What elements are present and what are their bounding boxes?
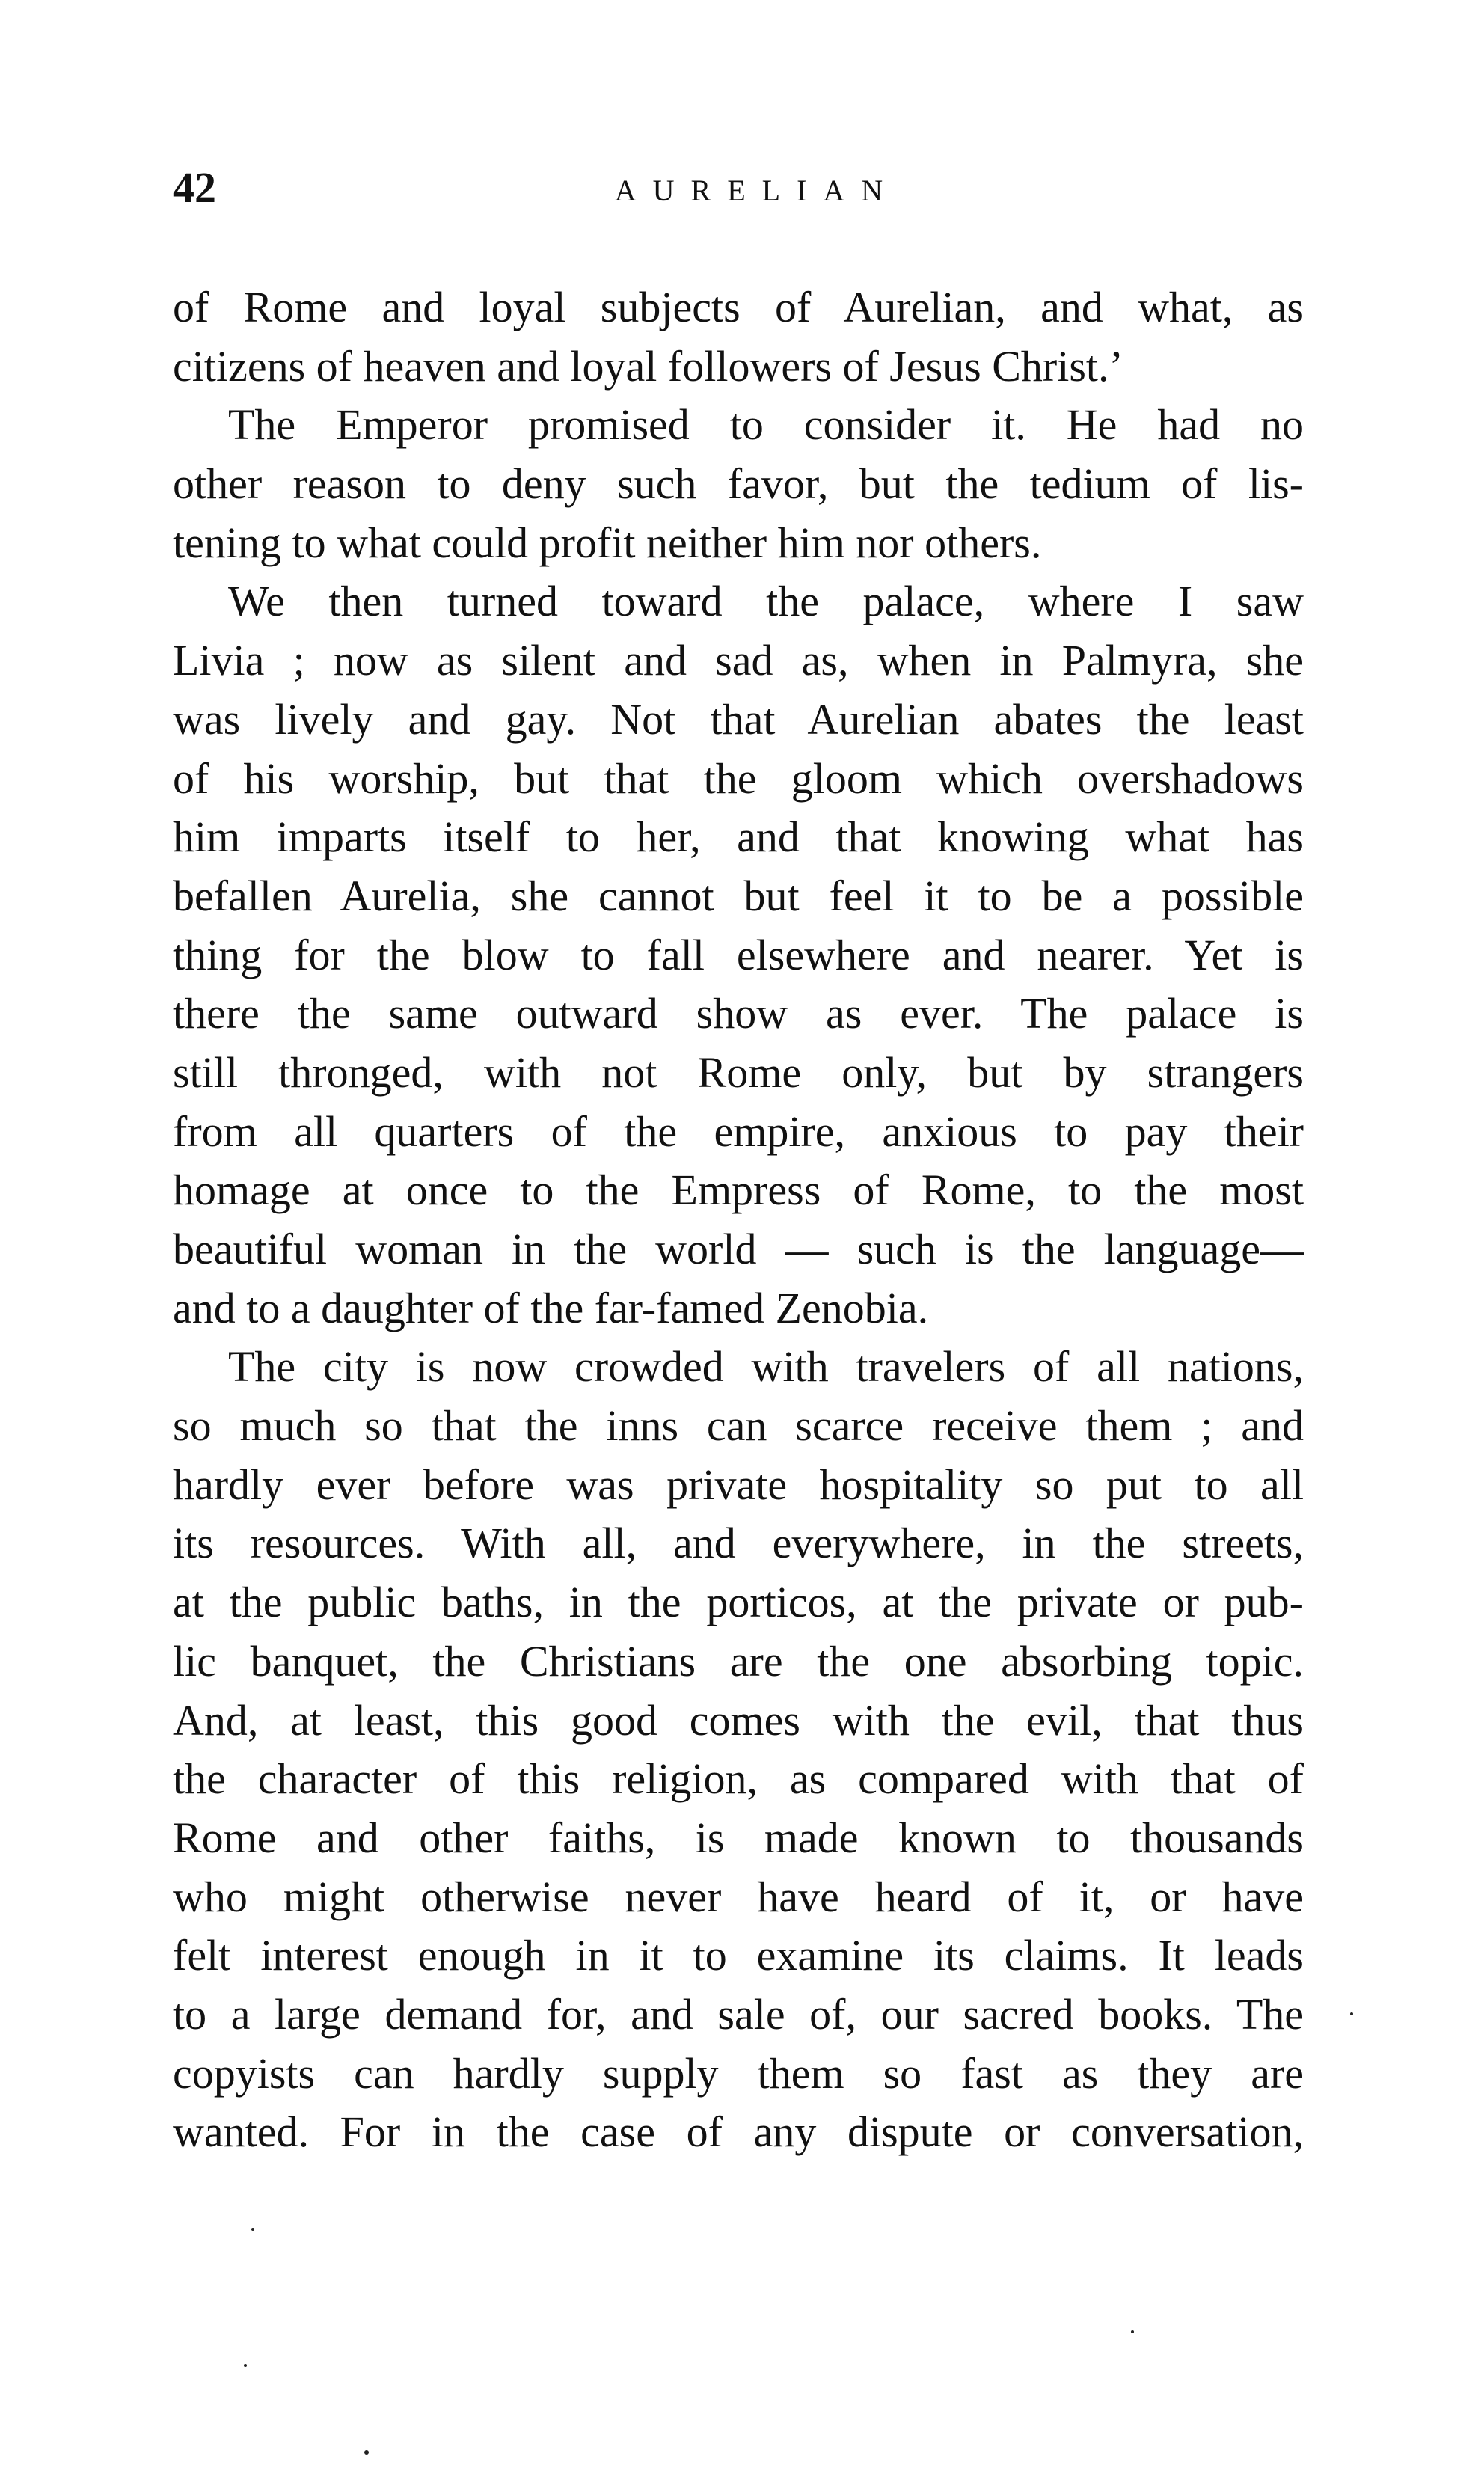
text-line: befallen Aurelia, she cannot but feel it to be a possible <box>173 871 1304 920</box>
text-line: And, at least, this good comes with the evil, that thus <box>173 1695 1304 1745</box>
text-line: still thronged, with not Rome only, but by strangers <box>173 1047 1304 1097</box>
scan-speck <box>1131 2330 1134 2333</box>
scan-speck <box>244 2364 247 2367</box>
text-line: of Rome and loyal subjects of Aurelian, and what, as <box>173 283 1304 331</box>
text-line: the character of this religion, as compared with that of <box>173 1754 1304 1804</box>
scan-speck <box>364 2450 369 2455</box>
text-line: other reason to deny such favor, but the tedium of lis- <box>173 459 1304 509</box>
text-line: homage at once to the Empress of Rome, to the most <box>173 1166 1304 1215</box>
text-line: hardly ever before was private hospitality so put to all <box>173 1460 1304 1509</box>
page-number: 42 <box>173 163 216 212</box>
text-line: thing for the blow to fall elsewhere and nearer. Yet is <box>173 930 1304 979</box>
text-line: lic banquet, the Christians are the one absorbing topic. <box>173 1636 1304 1686</box>
text-line: citizens of heaven and loyal followers of Jesus Christ.’ <box>173 341 1123 391</box>
text-line: who might otherwise never have heard of it, or have <box>173 1872 1304 1921</box>
text-line: beautiful woman in the world — such is the language— <box>173 1225 1304 1273</box>
text-line: at the public baths, in the porticos, at the private or pub- <box>173 1578 1304 1627</box>
text-line: from all quarters of the empire, anxious to pay their <box>173 1106 1304 1156</box>
text-line: its resources. With all, and everywhere, in the streets, <box>173 1519 1304 1568</box>
scan-speck <box>1350 2012 1353 2015</box>
text-line: tening to what could profit neither him nor others. <box>173 518 1042 567</box>
body-text <box>173 278 1304 2162</box>
text-line: to a large demand for, and sale of, our sacred books. The <box>173 1989 1304 2039</box>
text-line: was lively and gay. Not that Aurelian abates the least <box>173 694 1304 744</box>
text-line: The Emperor promised to consider it. He had no <box>228 400 1304 450</box>
text-line: wanted. For in the case of any dispute or conversation, <box>173 2107 1304 2157</box>
text-line: and to a daughter of the far-famed Zenobia. <box>173 1283 929 1332</box>
text-line: Rome and other faiths, is made known to thousands <box>173 1813 1304 1862</box>
text-line: The city is now crowded with travelers of all nations, <box>228 1342 1304 1391</box>
text-line: copyists can hardly supply them so fast as they are <box>173 2048 1304 2098</box>
text-line: him imparts itself to her, and that knowing what has <box>173 812 1304 862</box>
text-line: there the same outward show as ever. The palace is <box>173 989 1304 1038</box>
text-line: of his worship, but that the gloom which overshadows <box>173 753 1304 803</box>
text-line: Livia ; now as silent and sad as, when in Palmyra, she <box>173 636 1304 685</box>
text-line: so much so that the inns can scarce receive them ; and <box>173 1401 1304 1451</box>
text-line: felt interest enough in it to examine its claims. It leads <box>173 1931 1304 1980</box>
running-title: AURELIAN <box>614 174 900 207</box>
scan-speck <box>251 2228 254 2231</box>
text-line: We then turned toward the palace, where I saw <box>228 577 1304 626</box>
